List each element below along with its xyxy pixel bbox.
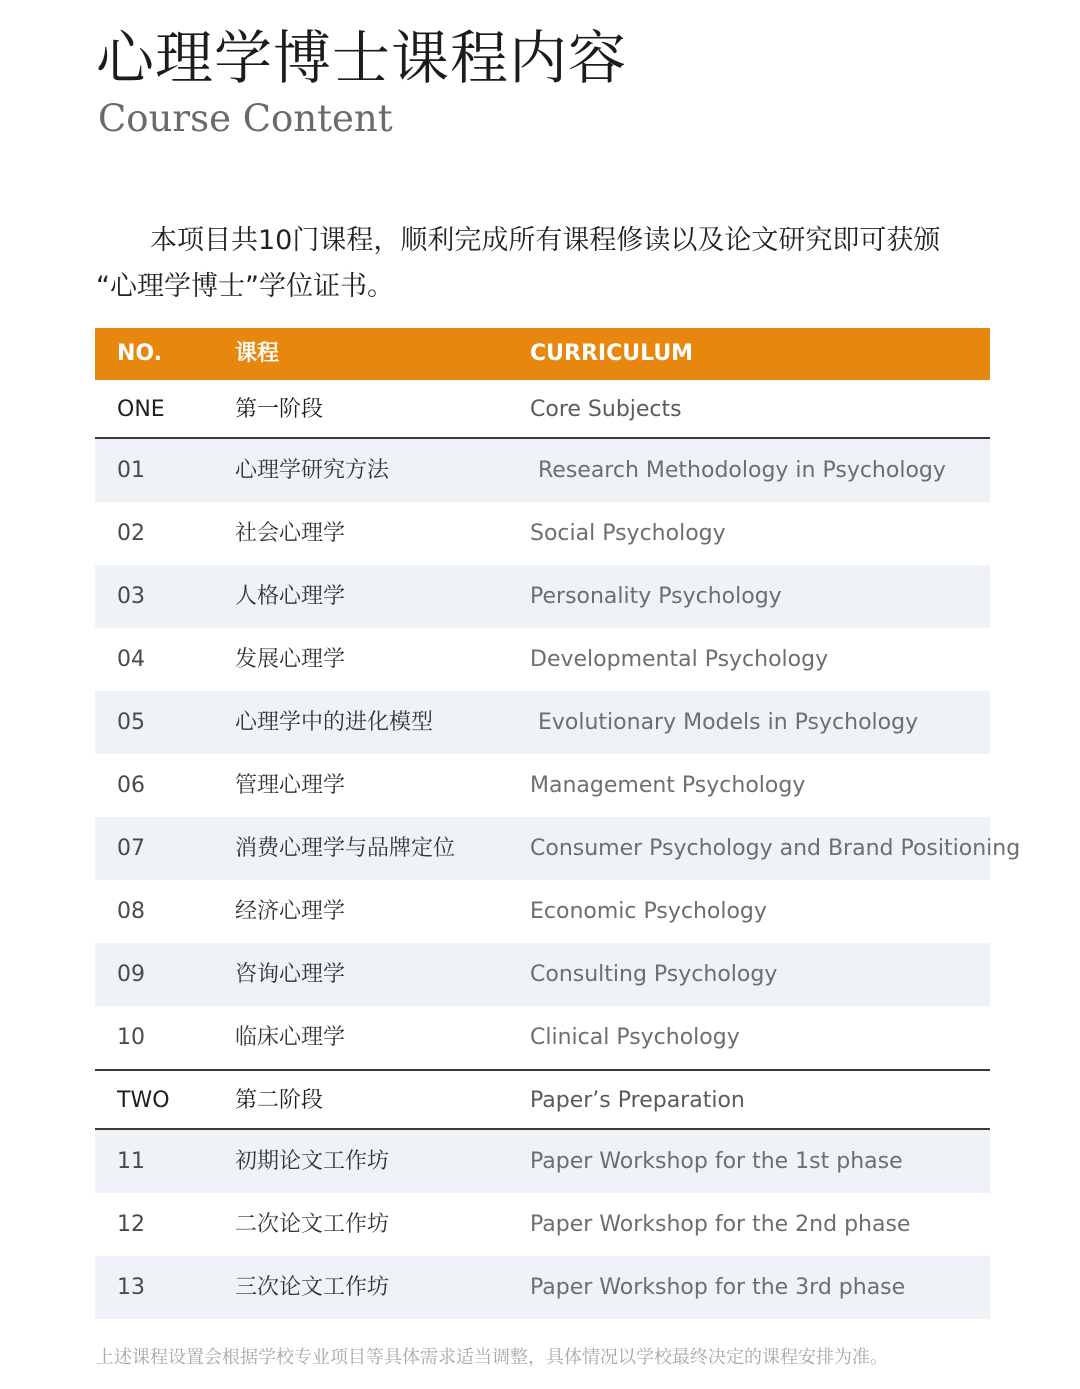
footnote: 上述课程设置会根据学校专业项目等具体需求适当调整，具体情况以学校最终决定的课程安排为准。 — [96, 1347, 888, 1368]
table-row — [95, 502, 990, 565]
course-name-en: Developmental Psychology — [530, 647, 829, 672]
table-row — [95, 439, 990, 502]
course-name-en: Personality Psychology — [530, 584, 782, 609]
table-row — [95, 565, 990, 628]
course-name-zh: 社会心理学 — [235, 521, 346, 546]
course-number: 11 — [117, 1149, 145, 1174]
course-number: 04 — [117, 647, 145, 672]
table-row — [95, 1130, 990, 1193]
stage-name-en: Paper’s Preparation — [530, 1088, 745, 1113]
column-header-curriculum: CURRICULUM — [530, 341, 694, 366]
course-name-zh: 经济心理学 — [235, 899, 346, 924]
course-name-en: Economic Psychology — [530, 899, 767, 924]
course-name-zh: 人格心理学 — [235, 584, 346, 609]
table-row — [95, 628, 990, 691]
course-name-en: Research Methodology in Psychology — [538, 458, 946, 483]
course-name-zh: 管理心理学 — [235, 773, 346, 798]
table-row — [95, 754, 990, 817]
intro-line-1: 本项目共10门课程，顺利完成所有课程修读以及论文研究即可获颁 — [150, 225, 941, 256]
course-number: 09 — [117, 962, 145, 987]
course-name-zh: 咨询心理学 — [235, 962, 346, 987]
table-row — [95, 943, 990, 1006]
course-name-en: Social Psychology — [530, 521, 726, 546]
course-name-en: Paper Workshop for the 1st phase — [530, 1149, 903, 1174]
course-name-zh: 初期论文工作坊 — [235, 1149, 390, 1174]
course-name-zh: 心理学中的进化模型 — [235, 710, 434, 735]
course-name-zh: 发展心理学 — [235, 647, 346, 672]
stage-number: ONE — [117, 397, 165, 422]
table-header-row — [95, 328, 990, 380]
column-header-no: NO. — [117, 341, 162, 366]
table-row — [95, 1256, 990, 1319]
course-name-en: Consumer Psychology and Brand Positioning — [530, 836, 1021, 861]
course-number: 06 — [117, 773, 145, 798]
stage-name-zh: 第二阶段 — [235, 1088, 324, 1113]
course-number: 05 — [117, 710, 145, 735]
course-number: 13 — [117, 1275, 145, 1300]
course-name-en: Paper Workshop for the 3rd phase — [530, 1275, 906, 1300]
course-name-en: Clinical Psychology — [530, 1025, 740, 1050]
course-name-en: Paper Workshop for the 2nd phase — [530, 1212, 911, 1237]
stage-row-two — [95, 1069, 990, 1130]
table-row — [95, 880, 990, 943]
intro-line-2: “心理学博士”学位证书。 — [96, 271, 394, 302]
stage-number: TWO — [117, 1088, 170, 1113]
course-number: 03 — [117, 584, 145, 609]
course-number: 12 — [117, 1212, 145, 1237]
course-name-zh: 消费心理学与品牌定位 — [235, 836, 456, 861]
course-number: 07 — [117, 836, 145, 861]
course-name-zh: 心理学研究方法 — [235, 458, 390, 483]
course-name-en: Evolutionary Models in Psychology — [538, 710, 919, 735]
course-table — [95, 328, 1021, 1319]
stage-name-en: Core Subjects — [530, 397, 682, 422]
course-name-en: Consulting Psychology — [530, 962, 778, 987]
table-row — [95, 691, 990, 754]
course-number: 01 — [117, 458, 145, 483]
page-title: 心理学博士课程内容 — [96, 24, 628, 92]
course-number: 08 — [117, 899, 145, 924]
intro-paragraph — [96, 218, 996, 310]
course-name-zh: 二次论文工作坊 — [235, 1212, 390, 1237]
course-name-en: Management Psychology — [530, 773, 806, 798]
course-number: 02 — [117, 521, 145, 546]
table-row — [95, 1006, 990, 1069]
table-row — [95, 817, 1021, 880]
stage-name-zh: 第一阶段 — [235, 397, 324, 422]
column-header-course: 课程 — [235, 341, 280, 366]
course-name-zh: 三次论文工作坊 — [235, 1275, 390, 1300]
course-name-zh: 临床心理学 — [235, 1025, 346, 1050]
stage-row-one — [95, 380, 990, 439]
table-row — [95, 1193, 990, 1256]
page-subtitle: Course Content — [98, 97, 393, 140]
course-number: 10 — [117, 1025, 145, 1050]
